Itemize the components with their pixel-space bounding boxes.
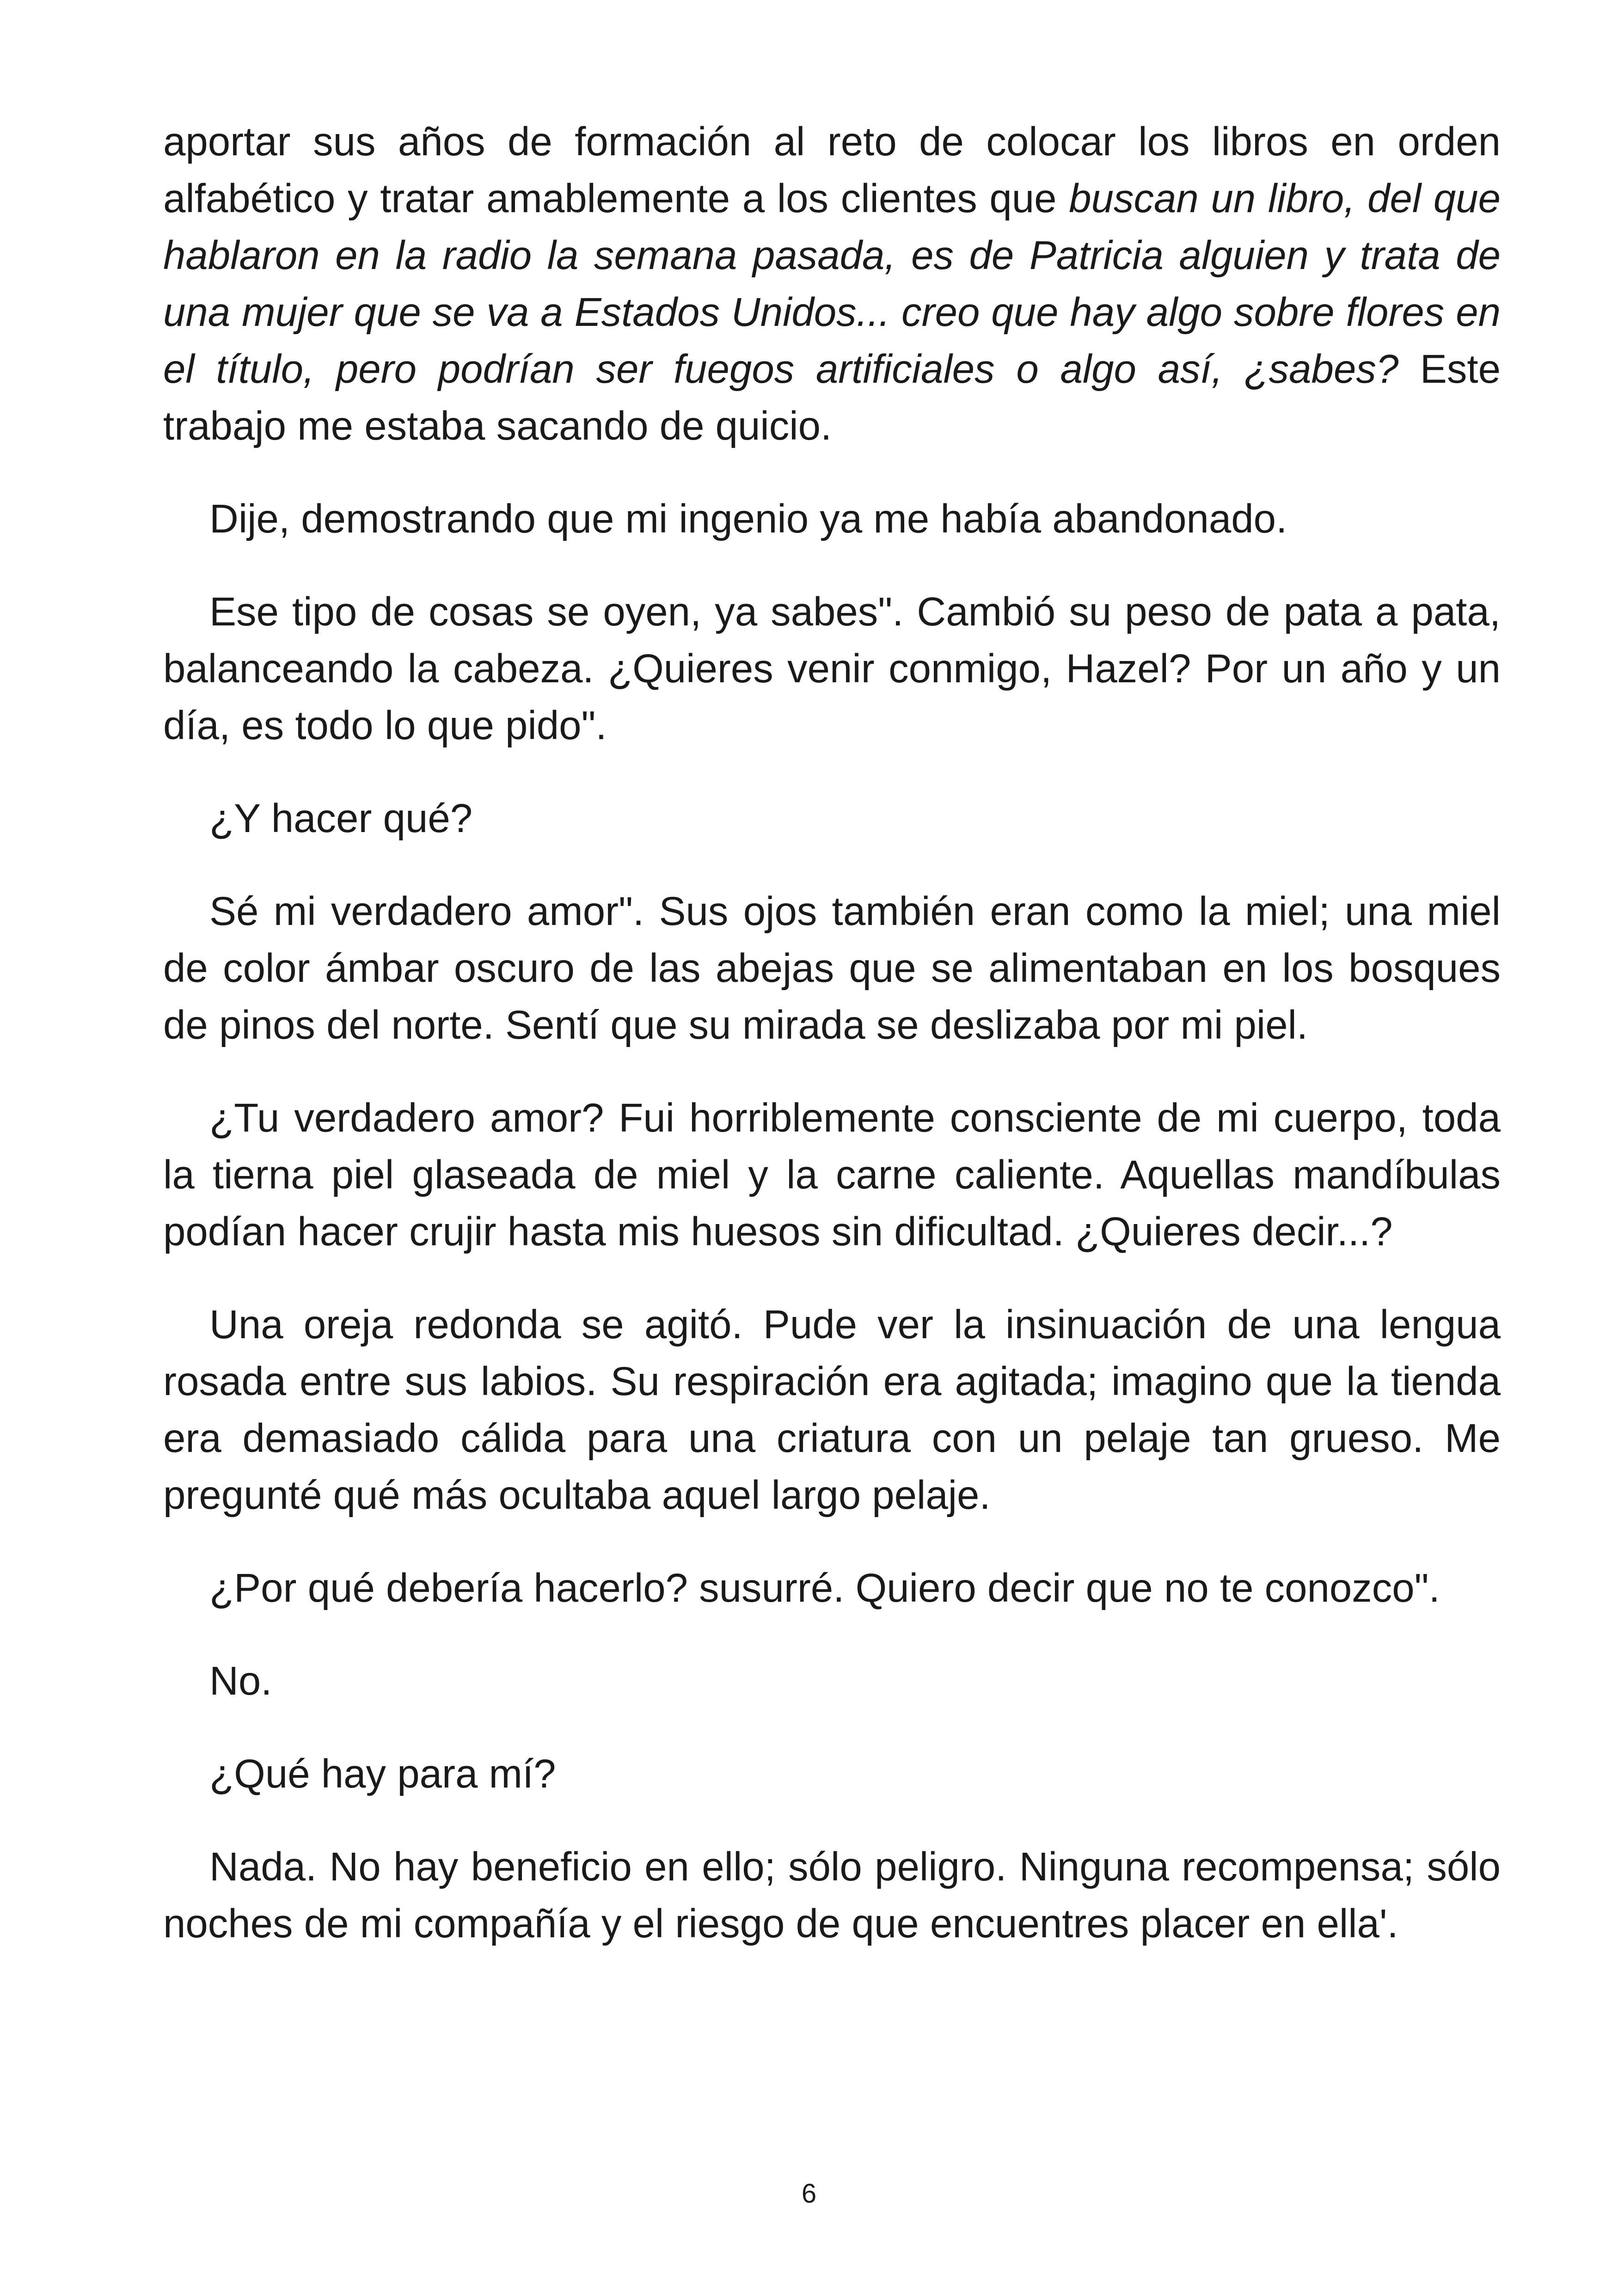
paragraph-3: Ese tipo de cosas se oyen, ya sabes". Cambió su peso de pata a pata, balanceando la cabeza. ¿Quieres venir conmigo, Hazel? Por un año y un día, es todo lo que pido". bbox=[163, 589, 1501, 748]
paragraph-2: Dije, demostrando que mi ingenio ya me había abandonado. bbox=[209, 496, 1287, 541]
paragraph-10: ¿Qué hay para mí? bbox=[209, 1751, 556, 1796]
paragraph-1-text: aportar sus años de formación al reto de colocar los libros en orden alfabético y tratar amablemente a los clientes que bbox=[163, 119, 1501, 221]
paragraph-6: ¿Tu verdadero amor? Fui horriblemente consciente de mi cuerpo, toda la tierna piel glaseada de miel y la carne caliente. Aquellas mandíbulas podían hacer crujir hasta mis huesos sin dificultad. ¿Quieres decir...? bbox=[163, 1096, 1501, 1254]
paragraph-4: ¿Y hacer qué? bbox=[209, 796, 473, 841]
page-number: 6 bbox=[801, 2179, 817, 2209]
paragraph-1-text-end: Este trabajo me estaba sacando de quicio. bbox=[163, 347, 1501, 448]
paragraph-8: ¿Por qué debería hacerlo? susurré. Quiero decir que no te conozco". bbox=[209, 1566, 1440, 1610]
paragraph-1 bbox=[163, 113, 1501, 454]
document-body bbox=[163, 113, 1501, 1988]
paragraph-11: Nada. No hay beneficio en ello; sólo peligro. Ninguna recompensa; sólo noches de mi compañía y el riesgo de que encuentres placer en ella'. bbox=[163, 1844, 1501, 1946]
paragraph-9: No. bbox=[209, 1659, 272, 1703]
paragraph-7: Una oreja redonda se agitó. Pude ver la insinuación de una lengua rosada entre sus labios. Su respiración era agitada; imagino que la tienda era demasiado cálida para una criatura con un pelaje tan grueso. Me pregunté qué más ocultaba aquel largo pelaje. bbox=[163, 1302, 1501, 1518]
paragraph-1-italic-quote: buscan un libro, del que hablaron en la radio la semana pasada, es de Patricia alguien y trata de una mujer que se va a Estados Unidos... creo que hay algo sobre flores en el título, pero podrían ser fuegos artificiales o algo así, ¿sabes? bbox=[163, 176, 1501, 392]
paragraph-5: Sé mi verdadero amor". Sus ojos también eran como la miel; una miel de color ámbar oscuro de las abejas que se alimentaban en los bosques de pinos del norte. Sentí que su mirada se deslizaba por mi piel. bbox=[163, 889, 1501, 1047]
